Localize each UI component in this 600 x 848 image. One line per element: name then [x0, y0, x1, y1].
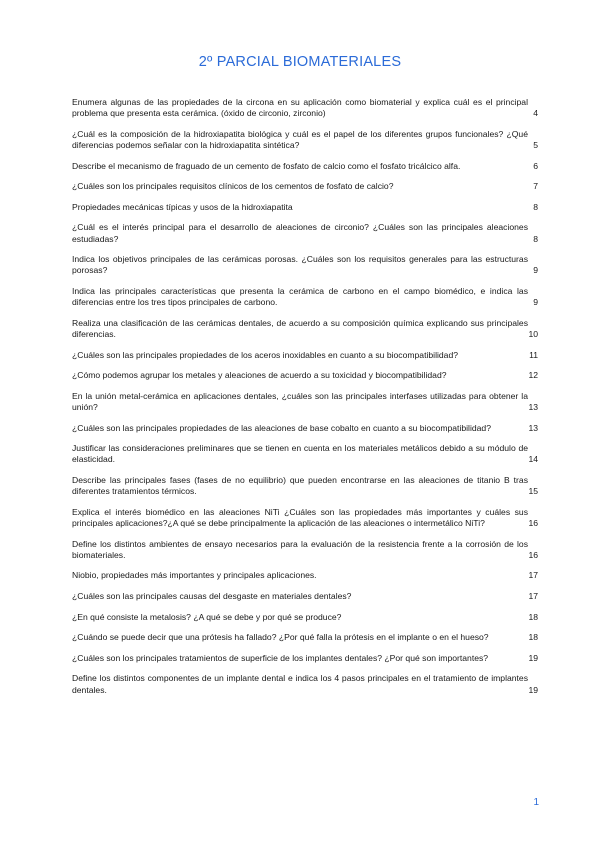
toc-entry[interactable] — [72, 222, 538, 244]
toc-entry[interactable] — [72, 161, 538, 172]
toc-entry-text: Propiedades mecánicas típicas y usos de la hidroxiapatita — [72, 201, 293, 212]
toc-entry-page: 8 — [533, 201, 538, 212]
toc-entry-text: ¿Cuál es el interés principal para el desarrollo de aleaciones de circonio? ¿Cuáles son las principales aleaciones estudiadas? — [72, 222, 528, 244]
table-of-contents — [72, 97, 538, 705]
toc-entry-page: 14 — [528, 454, 538, 465]
toc-entry[interactable] — [72, 673, 538, 695]
toc-entry-text: ¿Cuáles son los principales requisitos clínicos de los cementos de fosfato de calcio? — [72, 181, 394, 192]
toc-entry-page: 13 — [528, 401, 538, 412]
toc-entry-page: 13 — [528, 422, 538, 433]
toc-entry-page: 19 — [528, 652, 538, 663]
toc-entry-page: 11 — [529, 349, 538, 360]
toc-entry-page: 9 — [533, 297, 538, 308]
toc-entry-page: 15 — [528, 486, 538, 497]
page-title: 2º PARCIAL BIOMATERIALES — [198, 54, 402, 70]
toc-entry-text: Realiza una clasificación de las cerámicas dentales, de acuerdo a su composición química explicando sus principales diferencias. — [72, 317, 528, 339]
toc-entry-text: Niobio, propiedades más importantes y principales aplicaciones. — [72, 570, 317, 581]
toc-entry-page: 6 — [533, 160, 538, 171]
toc-entry-text: Describe las principales fases (fases de no equilibrio) que pueden encontrarse en las aleaciones de titanio B tras diferentes tratamientos térmicos. — [72, 474, 528, 497]
toc-entry[interactable] — [72, 97, 538, 119]
toc-entry[interactable] — [72, 181, 538, 192]
toc-entry[interactable] — [72, 507, 538, 529]
toc-entry-page: 19 — [528, 684, 538, 695]
toc-entry[interactable] — [72, 632, 538, 643]
toc-entry-page: 5 — [533, 140, 538, 150]
toc-entry-page: 12 — [528, 370, 538, 381]
toc-entry-text: Indica las principales características que presenta la cerámica de carbono en el campo biomédico, e indica las diferencias entre los tres tipos principales de carbono. — [72, 285, 528, 308]
toc-entry[interactable] — [72, 612, 538, 623]
toc-entry-page: 9 — [533, 265, 538, 276]
toc-entry[interactable] — [72, 423, 538, 434]
toc-entry[interactable] — [72, 202, 538, 213]
toc-entry[interactable] — [72, 286, 538, 308]
toc-entry-text: Justificar las consideraciones preliminares que se tienen en cuenta en los materiales metálicos debido a su módulo de elasticidad. — [72, 443, 528, 465]
toc-entry[interactable] — [72, 391, 538, 413]
toc-entry-page: 17 — [528, 570, 538, 581]
toc-entry[interactable] — [72, 591, 538, 602]
toc-entry-text: ¿Cuáles son las principales propiedades de los aceros inoxidables en cuanto a su biocompatibilidad? — [72, 349, 459, 360]
toc-entry-page: 10 — [528, 328, 538, 339]
toc-entry-text: ¿Cuál es la composición de la hidroxiapatita biológica y cuál es el papel de los diferentes grupos funcionales? ¿Qué diferencias podemos señalar con la hidroxiapatita sintética? — [72, 128, 528, 150]
toc-entry[interactable] — [72, 443, 538, 465]
toc-entry[interactable] — [72, 370, 538, 381]
toc-entry[interactable] — [72, 350, 538, 361]
toc-entry-page: 18 — [528, 632, 538, 643]
toc-entry[interactable] — [72, 539, 538, 561]
toc-entry-text: Define los distintos ambientes de ensayo necesarios para la evaluación de la resistencia frente a la corrosión de los biomateriales. — [72, 538, 528, 560]
toc-entry-text: ¿Cuáles son los principales tratamientos de superficie de los implantes dentales? ¿Por qué son importantes? — [72, 652, 489, 663]
toc-entry-text: Define los distintos componentes de un implante dental e indica los 4 pasos principales en el tratamiento de implantes dentales. — [72, 673, 528, 695]
toc-entry-page: 7 — [533, 181, 538, 192]
toc-entry-page: 16 — [528, 549, 538, 560]
toc-entry-text: ¿En qué consiste la metalosis? ¿A qué se debe y por qué se produce? — [72, 611, 342, 622]
toc-entry-text: Indica los objetivos principales de las cerámicas porosas. ¿Cuáles son los requisitos generales para las estructuras porosas? — [72, 254, 528, 276]
toc-entry[interactable] — [72, 475, 538, 497]
toc-entry[interactable] — [72, 129, 538, 151]
toc-entry[interactable] — [72, 318, 538, 340]
toc-entry-text: Enumera algunas de las propiedades de la circona en su aplicación como biomaterial y explica cuál es el principal problema que presenta esta cerámica. (óxido de circonio, zirconio) — [72, 97, 528, 119]
page-number: 1 — [533, 797, 539, 808]
toc-entry[interactable] — [72, 653, 538, 664]
toc-entry[interactable] — [72, 570, 538, 581]
toc-entry-text: ¿Cuándo se puede decir que una prótesis ha fallado? ¿Por qué falla la prótesis en el implante o en el hueso? — [72, 632, 489, 643]
toc-entry-page: 16 — [528, 517, 538, 528]
toc-entry-text: ¿Cómo podemos agrupar los metales y aleaciones de acuerdo a su toxicidad y biocompatibilidad? — [72, 370, 447, 381]
toc-entry-text: ¿Cuáles son las principales causas del desgaste en materiales dentales? — [72, 590, 352, 601]
toc-entry-text: Describe el mecanismo de fraguado de un cemento de fosfato de calcio como el fosfato tricálcico alfa. — [72, 160, 461, 171]
toc-entry[interactable] — [72, 254, 538, 276]
toc-entry-page: 4 — [533, 108, 538, 119]
toc-entry-text: Explica el interés biomédico en las aleaciones NiTi ¿Cuáles son las propiedades más importantes y cuáles sus principales aplicaciones?¿A qué se debe principalmente la aplicación de las aleaciones o intermetálico NiTi? — [72, 506, 528, 528]
toc-entry-page: 17 — [528, 590, 538, 601]
toc-entry-text: En la unión metal-cerámica en aplicaciones dentales, ¿cuáles son las principales interfases utilizadas para obtener la unión? — [72, 390, 528, 412]
toc-entry-text: ¿Cuáles son las principales propiedades de las aleaciones de base cobalto en cuanto a su biocompatibilidad? — [72, 422, 491, 433]
toc-entry-page: 8 — [533, 233, 538, 244]
toc-entry-page: 18 — [528, 611, 538, 622]
